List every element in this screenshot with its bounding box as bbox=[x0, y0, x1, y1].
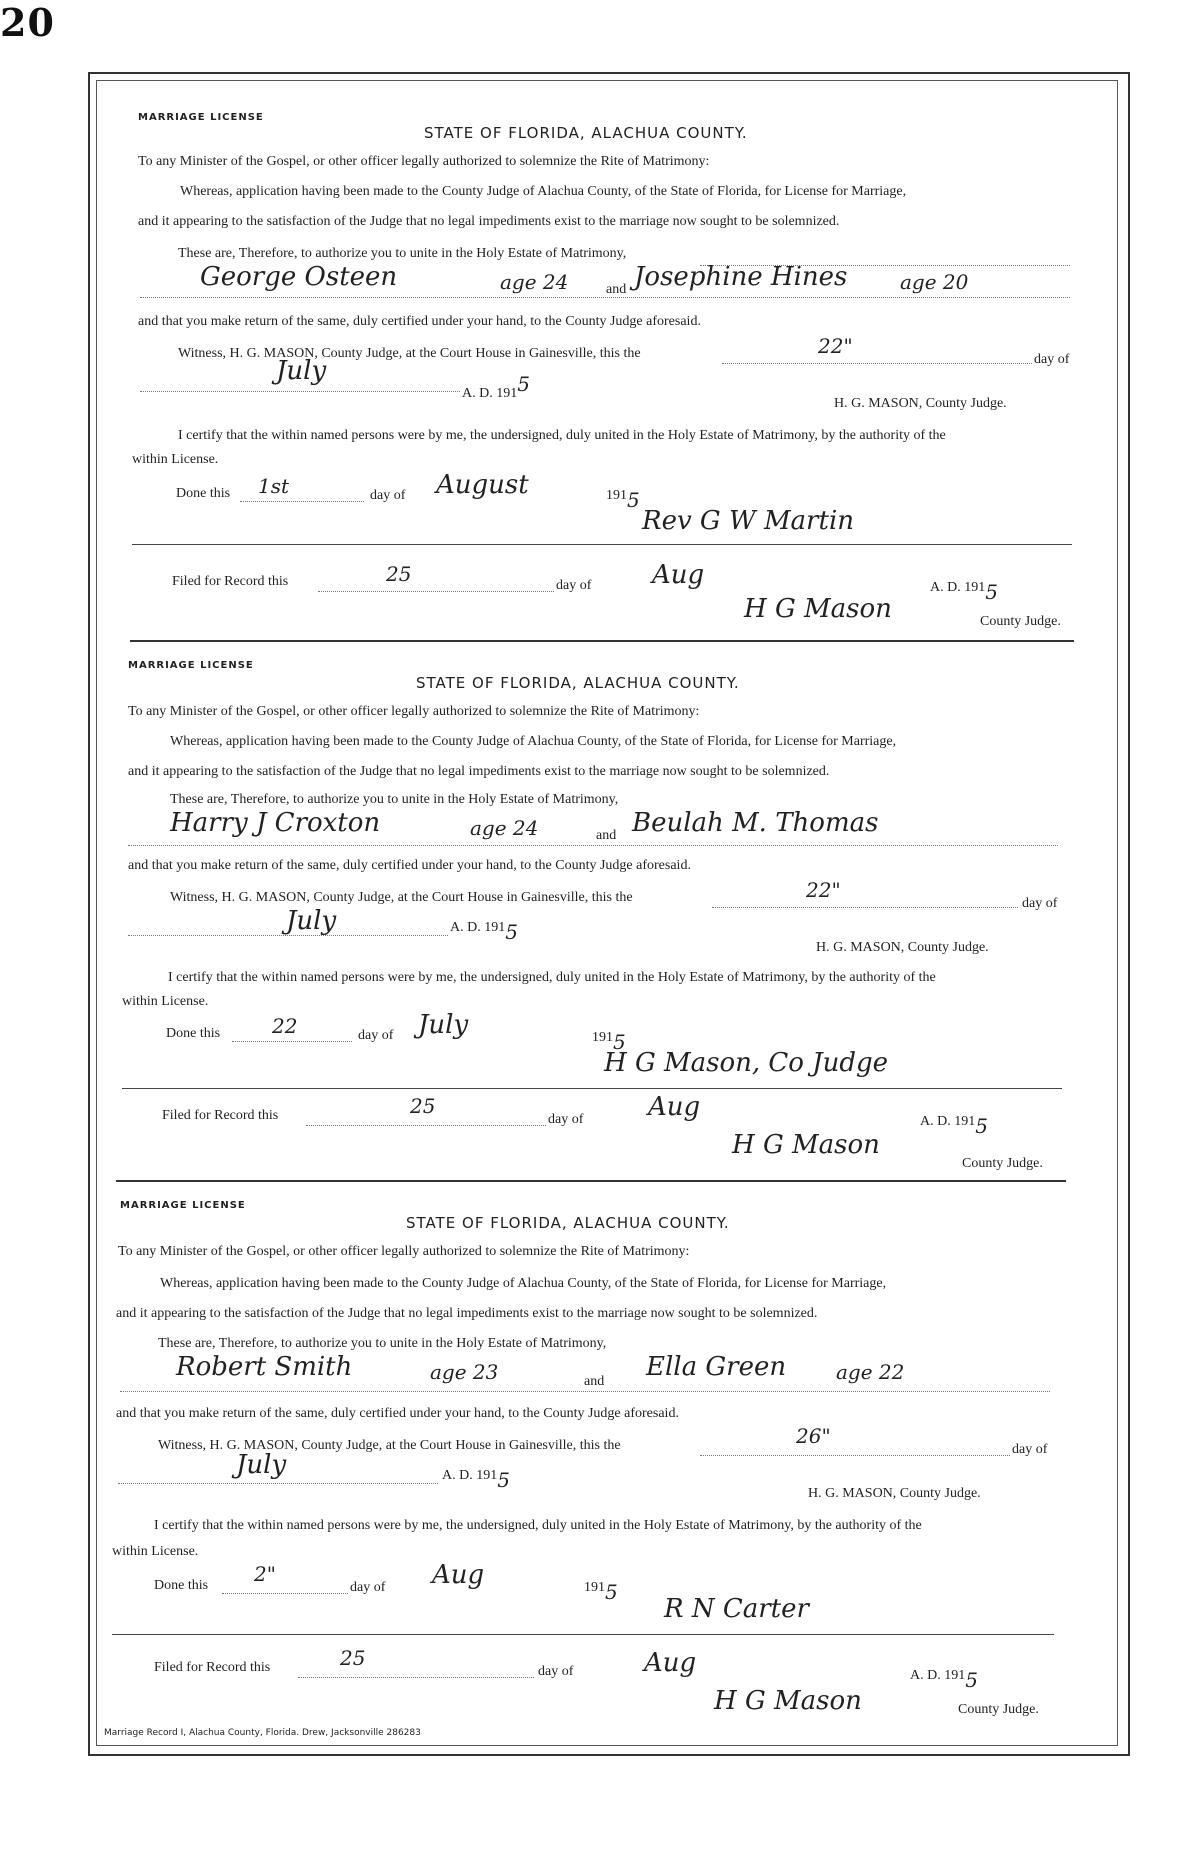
within-text: within License. bbox=[112, 1544, 199, 1559]
license-label: MARRIAGE LICENSE bbox=[138, 112, 264, 123]
filed-ad: A. D. 191 5 bbox=[920, 1114, 988, 1138]
filed-month: Aug bbox=[644, 1648, 697, 1678]
witness-text: Witness, H. G. MASON, County Judge, at the Court House in Gainesville, this the bbox=[178, 346, 641, 361]
witness-day: 26" bbox=[796, 1424, 831, 1448]
to-any-text: To any Minister of the Gospel, or other officer legally authorized to solemnize the Rite of Matrimony: bbox=[118, 1244, 690, 1259]
these-are-text: These are, Therefore, to authorize you to unite in the Holy Estate of Matrimony, bbox=[158, 1336, 607, 1351]
judge-text: H. G. MASON, County Judge. bbox=[808, 1486, 981, 1501]
filed-ad: A. D. 191 5 bbox=[910, 1668, 978, 1692]
done-day: 1st bbox=[258, 474, 290, 498]
filed-day: 25 bbox=[340, 1646, 366, 1670]
whereas-text: Whereas, application having been made to the County Judge of Alachua County, of the State of Florida, for License for Marriage, bbox=[180, 184, 907, 199]
officiant-signature: Rev G W Martin bbox=[642, 506, 854, 536]
done-this-text: Done this bbox=[166, 1026, 221, 1041]
filed-signature: H G Mason bbox=[732, 1130, 880, 1160]
and-it-text: and it appearing to the satisfaction of the Judge that no legal impediments exist to the marriage now sought to be solemnized. bbox=[116, 1306, 818, 1321]
officiant-signature: H G Mason, Co Judge bbox=[604, 1048, 889, 1078]
filed-day-of: day of bbox=[556, 578, 592, 593]
whereas-text: Whereas, application having been made to the County Judge of Alachua County, of the State of Florida, for License for Marriage, bbox=[160, 1276, 887, 1291]
and-word: and bbox=[596, 828, 617, 843]
filed-month: Aug bbox=[648, 1092, 701, 1122]
filed-day-of: day of bbox=[548, 1112, 584, 1127]
filed-signature: H G Mason bbox=[714, 1686, 862, 1716]
day-of-text: day of bbox=[1022, 896, 1058, 911]
filed-day: 25 bbox=[410, 1094, 436, 1118]
done-day: 2" bbox=[254, 1562, 276, 1586]
bride-name: Josephine Hines bbox=[634, 262, 848, 292]
county-judge-text: County Judge. bbox=[958, 1702, 1039, 1717]
filed-text: Filed for Record this bbox=[172, 574, 289, 589]
footer-imprint: Marriage Record I, Alachua County, Florida. Drew, Jacksonville 286283 bbox=[104, 1728, 421, 1738]
to-any-text: To any Minister of the Gospel, or other officer legally authorized to solemnize the Rite of Matrimony: bbox=[128, 704, 700, 719]
ad-text: A. D. 191 5 bbox=[442, 1468, 510, 1492]
ad-text: A. D. 191 5 bbox=[450, 920, 518, 944]
filed-signature: H G Mason bbox=[744, 594, 892, 624]
witness-day: 22" bbox=[806, 878, 841, 902]
county-judge-text: County Judge. bbox=[980, 614, 1061, 629]
filed-day: 25 bbox=[386, 562, 412, 586]
whereas-text: Whereas, application having been made to the County Judge of Alachua County, of the State of Florida, for License for Marriage, bbox=[170, 734, 897, 749]
filed-text: Filed for Record this bbox=[154, 1660, 271, 1675]
done-this-text: Done this bbox=[176, 486, 231, 501]
witness-month: July bbox=[276, 356, 327, 386]
bride-age: age 20 bbox=[900, 270, 969, 294]
filed-ad: A. D. 191 5 bbox=[930, 580, 998, 604]
certify-text: I certify that the within named persons were by me, the undersigned, duly united in the Holy Estate of Matrimony, by the authority of the bbox=[178, 428, 946, 443]
license-label: MARRIAGE LICENSE bbox=[128, 660, 254, 671]
filed-month: Aug bbox=[652, 560, 705, 590]
certify-text: I certify that the within named persons were by me, the undersigned, duly united in the Holy Estate of Matrimony, by the authority of the bbox=[168, 970, 936, 985]
license-label: MARRIAGE LICENSE bbox=[120, 1200, 246, 1211]
done-year: 191 5 bbox=[584, 1580, 618, 1604]
done-year: 191 5 bbox=[592, 1030, 626, 1054]
judge-text: H. G. MASON, County Judge. bbox=[816, 940, 989, 955]
and-it-text: and it appearing to the satisfaction of the Judge that no legal impediments exist to the marriage now sought to be solemnized. bbox=[128, 764, 830, 779]
done-this-text: Done this bbox=[154, 1578, 209, 1593]
and-word: and bbox=[584, 1374, 605, 1389]
return-text: and that you make return of the same, duly certified under your hand, to the County Judge aforesaid. bbox=[138, 314, 701, 329]
license-state: STATE OF FLORIDA, ALACHUA COUNTY. bbox=[406, 1214, 730, 1232]
and-word: and bbox=[606, 282, 627, 297]
filed-day-of: day of bbox=[538, 1664, 574, 1679]
within-text: within License. bbox=[132, 452, 219, 467]
groom-age: age 24 bbox=[470, 816, 539, 840]
groom-name: Harry J Croxton bbox=[170, 808, 381, 838]
witness-text: Witness, H. G. MASON, County Judge, at the Court House in Gainesville, this the bbox=[170, 890, 633, 905]
done-month: August bbox=[436, 470, 529, 500]
groom-age: age 23 bbox=[430, 1360, 499, 1384]
done-day-of: day of bbox=[350, 1580, 386, 1595]
to-any-text: To any Minister of the Gospel, or other officer legally authorized to solemnize the Rite of Matrimony: bbox=[138, 154, 710, 169]
license-state: STATE OF FLORIDA, ALACHUA COUNTY. bbox=[424, 124, 748, 142]
done-month: July bbox=[418, 1010, 469, 1040]
bride-name: Beulah M. Thomas bbox=[632, 808, 879, 838]
within-text: within License. bbox=[122, 994, 209, 1009]
return-text: and that you make return of the same, duly certified under your hand, to the County Judge aforesaid. bbox=[128, 858, 691, 873]
bride-age: age 22 bbox=[836, 1360, 905, 1384]
done-year: 191 5 bbox=[606, 488, 640, 512]
day-of-text: day of bbox=[1034, 352, 1070, 367]
judge-text: H. G. MASON, County Judge. bbox=[834, 396, 1007, 411]
these-are-text: These are, Therefore, to authorize you to unite in the Holy Estate of Matrimony, bbox=[170, 792, 619, 807]
bride-name: Ella Green bbox=[646, 1352, 787, 1382]
done-month: Aug bbox=[432, 1560, 485, 1590]
done-day-of: day of bbox=[370, 488, 406, 503]
done-day-of: day of bbox=[358, 1028, 394, 1043]
groom-age: age 24 bbox=[500, 270, 569, 294]
and-it-text: and it appearing to the satisfaction of the Judge that no legal impediments exist to the marriage now sought to be solemnized. bbox=[138, 214, 840, 229]
witness-text: Witness, H. G. MASON, County Judge, at the Court House in Gainesville, this the bbox=[158, 1438, 621, 1453]
ad-text: A. D. 1915 bbox=[462, 372, 530, 401]
return-text: and that you make return of the same, duly certified under your hand, to the County Judge aforesaid. bbox=[116, 1406, 679, 1421]
witness-month: July bbox=[286, 906, 337, 936]
witness-day: 22" bbox=[818, 334, 853, 358]
these-are-text: These are, Therefore, to authorize you to unite in the Holy Estate of Matrimony, bbox=[178, 246, 627, 261]
witness-month: July bbox=[236, 1450, 287, 1480]
county-judge-text: County Judge. bbox=[962, 1156, 1043, 1171]
groom-name: Robert Smith bbox=[176, 1352, 353, 1382]
license-state: STATE OF FLORIDA, ALACHUA COUNTY. bbox=[416, 674, 740, 692]
officiant-signature: R N Carter bbox=[664, 1594, 809, 1624]
page-number: 20 bbox=[0, 0, 55, 45]
day-of-text: day of bbox=[1012, 1442, 1048, 1457]
certify-text: I certify that the within named persons were by me, the undersigned, duly united in the Holy Estate of Matrimony, by the authority of the bbox=[154, 1518, 922, 1533]
done-day: 22 bbox=[272, 1014, 298, 1038]
filed-text: Filed for Record this bbox=[162, 1108, 279, 1123]
groom-name: George Osteen bbox=[200, 262, 398, 292]
